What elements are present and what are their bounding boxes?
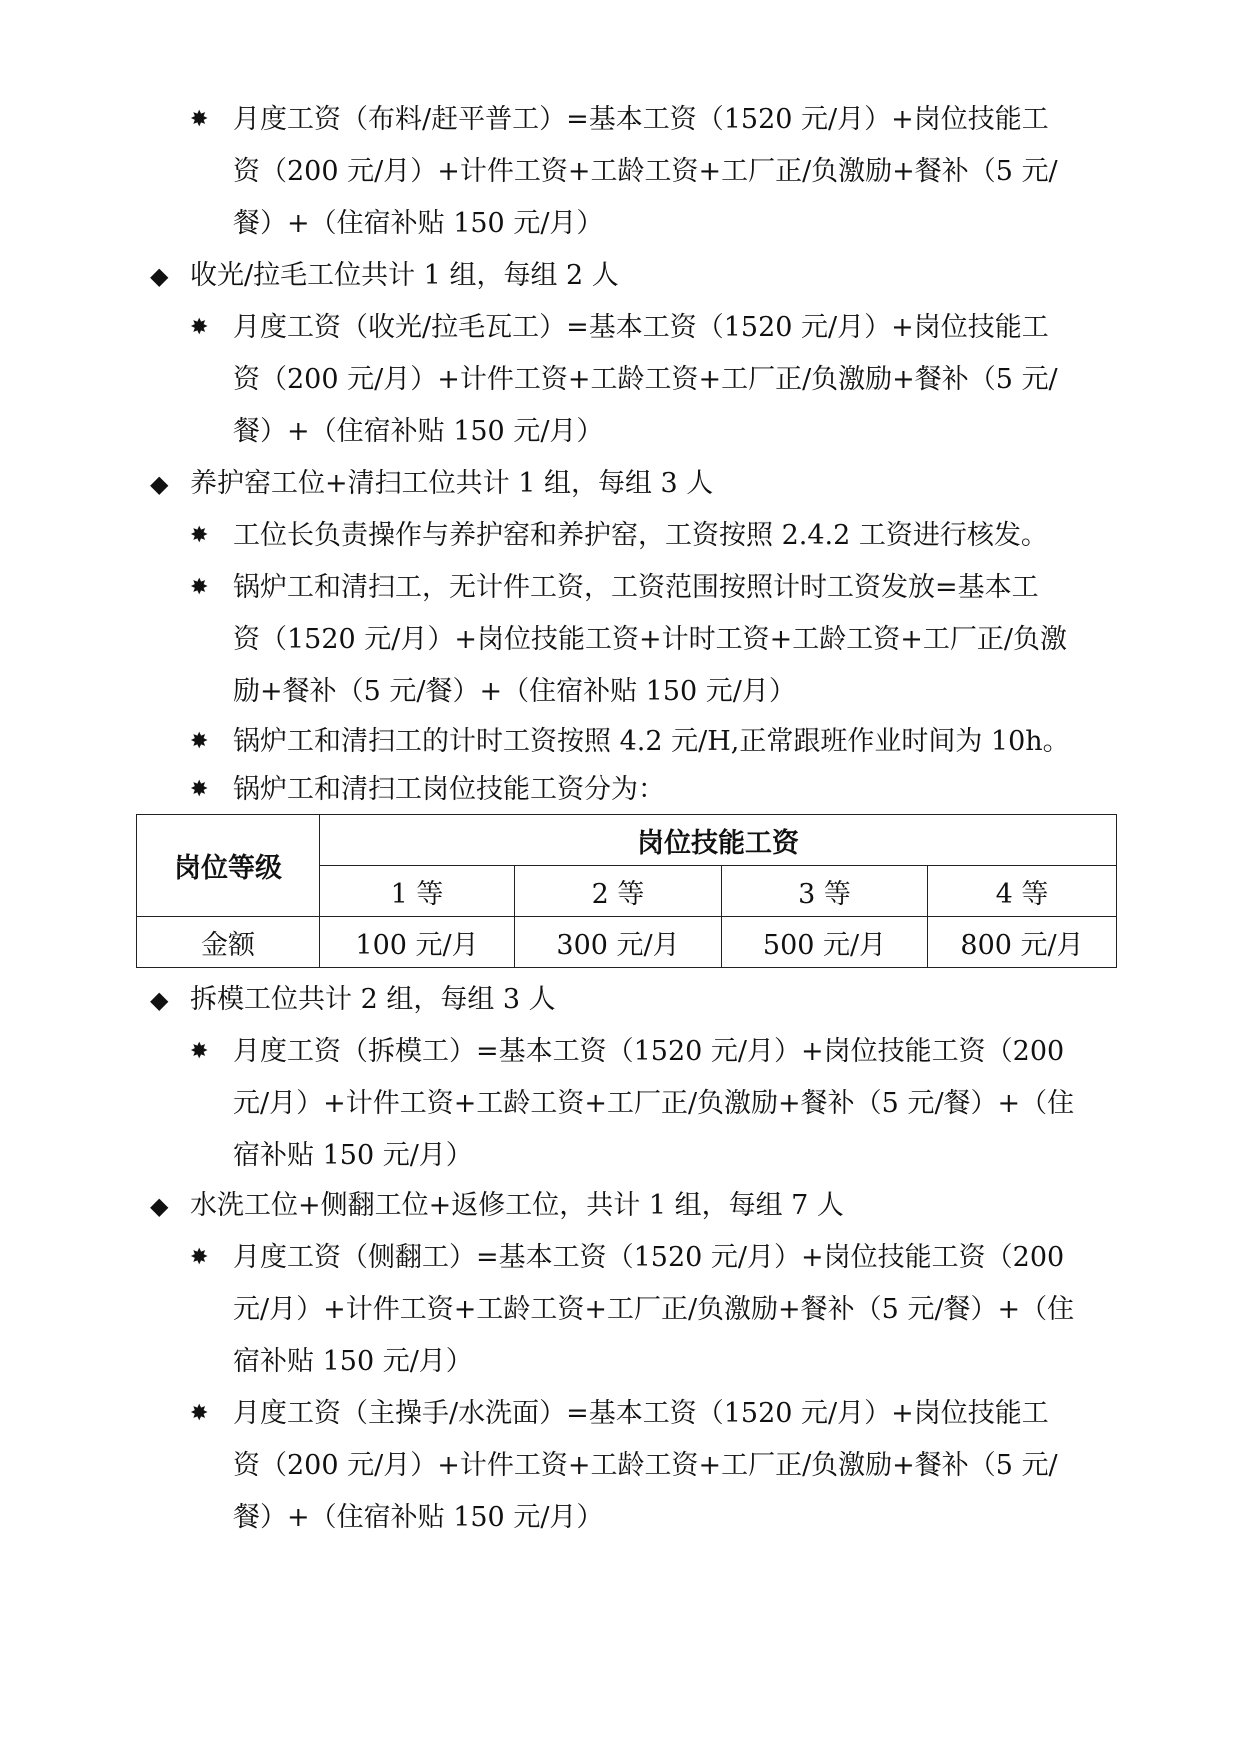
text-line: 元/月）+计件工资+工龄工资+工厂正/负激励+餐补（5 元/餐）+（住 bbox=[233, 1294, 1075, 1325]
amount-cell: 800 元/月 bbox=[928, 917, 1117, 968]
section-heading-text: 收光/拉毛工位共计 1 组，每组 2 人 bbox=[190, 260, 619, 291]
diamond-bullet-icon: ◆ bbox=[150, 986, 169, 1014]
group-header-cell: 岗位技能工资 bbox=[320, 815, 1117, 866]
text-line: 元/月）+计件工资+工龄工资+工厂正/负激励+餐补（5 元/餐）+（住 bbox=[233, 1088, 1075, 1119]
grade-cell: 3 等 bbox=[722, 866, 928, 917]
amount-cell: 100 元/月 bbox=[320, 917, 515, 968]
text-line: 工位长负责操作与养护窑和养护窑，工资按照 2.4.2 工资进行核发。 bbox=[233, 520, 1048, 551]
star-bullet-icon: ✸ bbox=[190, 1245, 209, 1270]
row-header-cell: 岗位等级 bbox=[137, 815, 320, 917]
text-line: 资（200 元/月）+计件工资+工龄工资+工厂正/负激励+餐补（5 元/ bbox=[233, 364, 1058, 395]
text-line: 餐）+（住宿补贴 150 元/月） bbox=[233, 208, 604, 239]
diamond-bullet-icon: ◆ bbox=[150, 470, 169, 498]
table-row bbox=[137, 917, 1117, 968]
list-item bbox=[190, 1026, 1125, 1182]
grade-cell: 4 等 bbox=[928, 866, 1117, 917]
text-line: 月度工资（侧翻工）=基本工资（1520 元/月）+岗位技能工资（200 bbox=[233, 1242, 1065, 1273]
text-line: 资（1520 元/月）+岗位技能工资+计时工资+工龄工资+工厂正/负激 bbox=[233, 624, 1067, 655]
list-item bbox=[190, 94, 1125, 250]
table-row bbox=[137, 815, 1117, 866]
amount-label-cell: 金额 bbox=[137, 917, 320, 968]
wage-grade-table bbox=[136, 814, 1117, 968]
section-heading-text: 拆模工位共计 2 组，每组 3 人 bbox=[190, 984, 556, 1015]
section-heading-text: 养护窑工位+清扫工位共计 1 组，每组 3 人 bbox=[190, 468, 714, 499]
text-line: 锅炉工和清扫工，无计件工资，工资范围按照计时工资发放=基本工 bbox=[233, 572, 1039, 603]
amount-cell: 500 元/月 bbox=[722, 917, 928, 968]
list-item bbox=[190, 562, 1125, 718]
text-line: 资（200 元/月）+计件工资+工龄工资+工厂正/负激励+餐补（5 元/ bbox=[233, 1450, 1058, 1481]
list-item bbox=[190, 1388, 1125, 1544]
amount-cell: 300 元/月 bbox=[515, 917, 722, 968]
diamond-bullet-icon: ◆ bbox=[150, 1192, 169, 1220]
section-heading-text: 水洗工位+侧翻工位+返修工位，共计 1 组，每组 7 人 bbox=[190, 1190, 844, 1221]
text-line: 月度工资（主操手/水洗面）=基本工资（1520 元/月）+岗位技能工 bbox=[233, 1398, 1049, 1429]
text-line: 月度工资（收光/拉毛瓦工）=基本工资（1520 元/月）+岗位技能工 bbox=[233, 312, 1049, 343]
list-item bbox=[190, 764, 1125, 816]
star-bullet-icon: ✸ bbox=[190, 523, 209, 548]
text-line: 餐）+（住宿补贴 150 元/月） bbox=[233, 416, 604, 447]
grade-cell: 2 等 bbox=[515, 866, 722, 917]
diamond-bullet-icon: ◆ bbox=[150, 262, 169, 290]
text-line: 锅炉工和清扫工岗位技能工资分为： bbox=[233, 774, 665, 805]
star-bullet-icon: ✸ bbox=[190, 1039, 209, 1064]
grade-cell: 1 等 bbox=[320, 866, 515, 917]
text-line: 月度工资（布料/赶平普工）=基本工资（1520 元/月）+岗位技能工 bbox=[233, 104, 1049, 135]
star-bullet-icon: ✸ bbox=[190, 107, 209, 132]
star-bullet-icon: ✸ bbox=[190, 575, 209, 600]
text-line: 资（200 元/月）+计件工资+工龄工资+工厂正/负激励+餐补（5 元/ bbox=[233, 156, 1058, 187]
text-line: 励+餐补（5 元/餐）+（住宿补贴 150 元/月） bbox=[233, 676, 796, 707]
text-line: 餐）+（住宿补贴 150 元/月） bbox=[233, 1502, 604, 1533]
list-item bbox=[190, 716, 1125, 768]
text-line: 宿补贴 150 元/月） bbox=[233, 1346, 473, 1377]
star-bullet-icon: ✸ bbox=[190, 1401, 209, 1426]
star-bullet-icon: ✸ bbox=[190, 729, 209, 754]
list-item bbox=[190, 1232, 1125, 1388]
list-item bbox=[190, 510, 1125, 562]
star-bullet-icon: ✸ bbox=[190, 777, 209, 802]
text-line: 月度工资（拆模工）=基本工资（1520 元/月）+岗位技能工资（200 bbox=[233, 1036, 1065, 1067]
text-line: 宿补贴 150 元/月） bbox=[233, 1140, 473, 1171]
text-line: 锅炉工和清扫工的计时工资按照 4.2 元/H,正常跟班作业时间为 10h。 bbox=[233, 726, 1070, 757]
list-item bbox=[190, 302, 1125, 458]
star-bullet-icon: ✸ bbox=[190, 315, 209, 340]
